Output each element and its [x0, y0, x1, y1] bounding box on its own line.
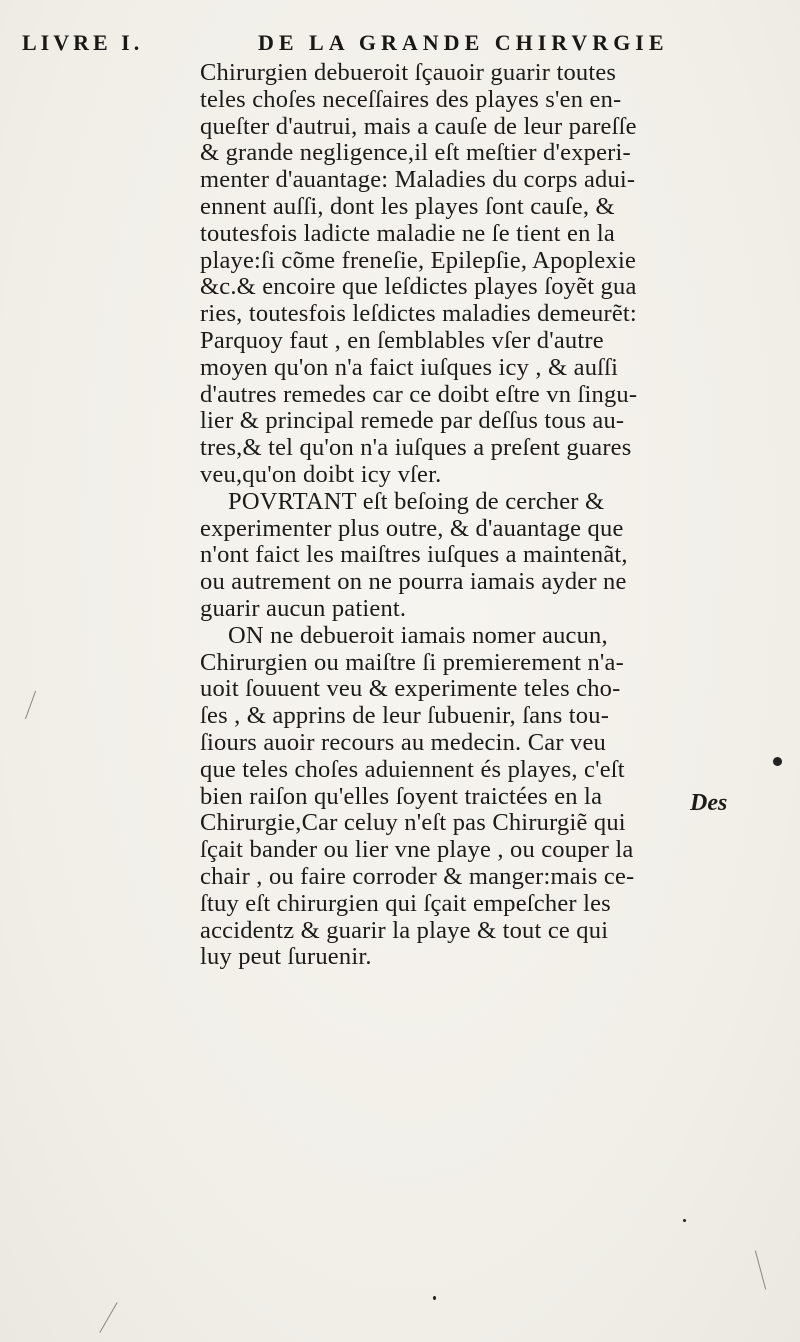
text-line: ries, toutesfois leſdictes maladies demeurẽt:: [200, 300, 637, 328]
text-line: ſiours auoir recours au medecin. Car veu: [200, 728, 606, 756]
text-line: ſes , & apprins de leur ſubuenir, ſans tou-: [200, 702, 610, 730]
text-line: experimenter plus outre, & d'auantage que: [200, 514, 624, 542]
text-line: guarir aucun patient.: [200, 594, 407, 622]
text-line: luy peut ſuruenir.: [200, 943, 372, 971]
text-line: n'ont faict les maiſtres iuſques a maintenãt,: [200, 541, 628, 569]
text-line: toutesfois ladicte maladie ne ſe tient en la: [200, 219, 615, 247]
ink-speck: [773, 757, 782, 766]
text-line: ou autrement on ne pourra iamais ayder ne: [200, 568, 627, 596]
text-line: Chirurgien debueroit ſçauoir guarir toutes: [200, 59, 617, 86]
text-line: d'autres remedes car ce doibt eſtre vn ſingu-: [200, 380, 638, 408]
text-line: & grande negligence,il eſt meſtier d'experi-: [200, 139, 631, 167]
text-line: Parquoy faut , en ſemblables vſer d'autre: [200, 326, 604, 354]
text-line: que teles choſes aduiennent és playes, c'eſt: [200, 755, 625, 783]
text-line: ſçait bander ou lier vne playe , ou couper la: [200, 836, 634, 864]
paper-mark: [99, 1302, 117, 1333]
ink-speck: [683, 1219, 686, 1222]
paragraph-start-line: ON ne debueroit iamais nomer aucun,: [228, 621, 608, 649]
text-line: Chirurgien ou maiſtre ſi premierement n'a-: [200, 648, 624, 676]
body-text: [200, 60, 745, 971]
paragraph-start-line: POVRTANT eſt beſoing de cercher &: [228, 487, 605, 515]
text-line: moyen qu'on n'a faict iuſques icy , & auſſi: [200, 353, 619, 381]
catchword: Des: [690, 790, 728, 816]
running-head-left: LIVRE I.: [22, 30, 144, 55]
text-line: tres,& tel qu'on n'a iuſques a preſent guares: [200, 434, 632, 462]
text-line: veu,qu'on doibt icy vſer.: [200, 460, 442, 488]
running-head-title: DE LA GRANDE CHIRVRGIE: [258, 30, 669, 55]
paper-mark: [755, 1251, 766, 1290]
text-line: uoit ſouuent veu & experimente teles cho-: [200, 675, 621, 703]
text-line: lier & principal remede par deſſus tous au-: [200, 407, 625, 435]
text-line: ſtuy eſt chirurgien qui ſçait empeſcher les: [200, 889, 611, 917]
text-line: bien raiſon qu'elles ſoyent traictées en la: [200, 782, 603, 810]
text-line: &c.& encoire que leſdictes playes ſoyẽt gua: [200, 273, 637, 301]
text-line: Chirurgie,Car celuy n'eſt pas Chirurgiẽ qui: [200, 809, 626, 837]
text-line: queſter d'autrui, mais a cauſe de leur pareſſe: [200, 112, 637, 140]
text-line: chair , ou faire corroder & manger:mais ce-: [200, 862, 635, 890]
text-line: playe:ſi cõme freneſie, Epilepſie, Apoplexie: [200, 246, 637, 274]
text-line: ennent auſſi, dont les playes ſont cauſe, &: [200, 192, 615, 220]
ink-speck: [433, 1296, 436, 1300]
paper-mark: [25, 691, 36, 720]
text-line: accidentz & guarir la playe & tout ce qui: [200, 916, 609, 944]
text-line: teles choſes neceſſaires des playes s'en en-: [200, 85, 622, 113]
text-line: menter d'auantage: Maladies du corps adui-: [200, 166, 636, 194]
running-head: [0, 30, 800, 60]
